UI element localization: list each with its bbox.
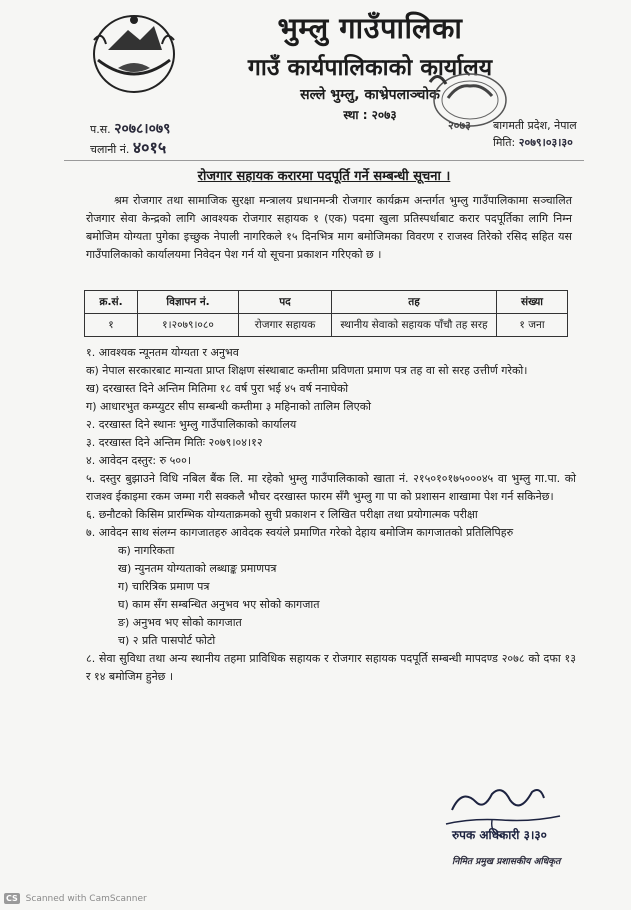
office-subtitle: गाउँ कार्यपालिकाको कार्यालय [247,55,493,81]
signatory-name [452,826,547,843]
chalani-label: चलानी नं. [90,143,130,156]
list-item: ख) दरखास्त दिने अन्तिम मितिमा १८ वर्ष पुरा भई ४५ वर्ष ननाघेको [86,382,349,395]
list-item: २. दरखास्त दिने स्थानः भुम्लु गाउँपालिकाको कार्यालय [86,418,297,431]
cell-post: रोजगार सहायक [239,314,332,337]
col-header-sn: क्र.सं. [85,291,138,314]
table-header-row [85,291,568,314]
cell-sn: १ [85,314,138,337]
stamp-year: २०७३ [448,119,471,132]
date-value: २०७९।०३।३० [518,136,573,149]
header-divider [64,160,584,161]
table-row [85,314,568,337]
list-item: १. आवश्यक न्यूनतम योग्यता र अनुभव [86,346,239,359]
list-item: ७. आवेदन साथ संलग्न कागजातहरु आवेदक स्वयंले प्रमाणित गरेको देहाय बमोजिम कागजातको प्रतिलिपिहरु [86,526,514,539]
camscanner-text: Scanned with CamScanner [25,894,147,904]
list-item: ४. आवेदन दस्तुर: रु ५००। [86,454,192,467]
col-header-count: संख्या [497,291,568,314]
sub-list-item: ङ) अनुभव भए सोको कागजात [118,616,242,629]
sub-list-item: क) नागरिकता [118,544,175,557]
list-item: ८. सेवा सुविधा तथा अन्य स्थानीय तहमा प्राविधिक सहायक र रोजगार सहायक पदपूर्ति सम्बन्धी मापदण्ड २०७८ को दफा १३ र १४ बमोजिम हुनेछ । [86,652,576,683]
vacancy-table [84,290,568,337]
list-item: क) नेपाल सरकारबाट मान्यता प्राप्त शिक्षण संस्थाबाट कम्तीमा प्रविणता प्रमाण पत्र तह वा सो सरह उत्तीर्ण गरेको। [86,364,528,377]
notice-title: रोजगार सहायक करारमा पदपूर्ति गर्ने सम्बन्धी सूचना । [197,169,451,184]
ps-label: प.स. [90,123,111,136]
cell-ad-no: १।२०७९।०८० [138,314,239,337]
date-block [493,135,573,150]
col-header-post: पद [239,291,332,314]
sub-list-item: च) २ प्रति पासपोर्ट फोटो [118,634,216,647]
office-established: स्था : २०७३ [343,108,397,122]
signatory-title: निमित प्रमुख प्रशासकीय अधिकृत [452,857,561,867]
nepal-emblem-icon [88,10,180,96]
reference-block [90,120,170,159]
signature-date: ३।३० [523,828,547,842]
notice-intro: श्रम रोजगार तथा सामाजिक सुरक्षा मन्त्रालय प्रधानमन्त्री रोजगार कार्यक्रम अन्तर्गत भुम्लु गाउँपालिकामा सञ्चालित रोजगार सेवा केन्द्रको लागि आवश्यक रोजगार सहायक १ (एक) पदमा खुला प्रतिस्पर्धाबाट करार पदपूर्तिका लागि निम्न बमोजिम योग्यता पुगेका इच्छुक नेपाली नागरिकले १५ दिनभित्र माग बमोजिमका विवरण र राजस्व तिरेको रसिद सहित यस गाउँपालिकाको कार्यालयमा निवेदन पेश गर्न यो सूचना प्रकाशन गरिएको छ । [86,194,572,261]
col-header-ad-no: विज्ञापन नं. [138,291,239,314]
sub-list-item: घ) काम सँग सम्बन्धित अनुभव भए सोको कागजात [118,598,320,611]
list-item: ६. छनौटको किसिम प्रारम्भिक योग्यताक्रमको सुची प्रकाशन र लिखित परीक्षा तथा प्रयोगात्मक परीक्षा [86,508,478,521]
cell-count: १ जना [497,314,568,337]
chalani-value: ४०१५ [132,138,167,157]
office-address: सल्ले भुम्लु, काभ्रेपलाञ्चोक [300,87,440,103]
camscanner-badge: CS [6,894,18,903]
requirements-list [86,344,576,686]
cell-level: स्थानीय सेवाको सहायक पाँचौ तह सरह [332,314,497,337]
list-item: ग) आधारभुत कम्प्युटर सीप सम्बन्धी कम्तीमा ३ महिनाको तालिम लिएको [86,400,371,413]
scanner-footer [4,893,147,904]
signatory-name-text: रुपक अधिकारी [452,828,520,842]
ps-value: २०७८।०७९ [114,121,171,137]
sub-list-item: ख) न्युनतम योग्यताको लब्धाङ्क प्रमाणपत्र [118,562,277,575]
province-label: बागमती प्रदेश, नेपाल [493,119,577,132]
list-item: ५. दस्तुर बुझाउने विधि नबिल बैंक लि. मा रहेको भुम्लु गाउँपालिकाको खाता नं. २१५०१०१७५०००४५ वा भुम्लु गा.पा. को राजश्व ईकाइमा रकम जम्मा गरी सक्कलै भौचर दरखास्त फारम सँगै भुम्लु गा पा को प्रशासन शाखामा पेश गर्न सकिनेछ। [86,472,576,503]
office-name: भुम्लु गाउँपालिका [277,11,463,45]
sub-list-item: ग) चारित्रिक प्रमाण पत्र [118,580,210,593]
col-header-level: तह [332,291,497,314]
date-label: मिति: [493,136,516,149]
list-item: ३. दरखास्त दिने अन्तिम मितिः २०७९।०४।१२ [86,436,263,449]
